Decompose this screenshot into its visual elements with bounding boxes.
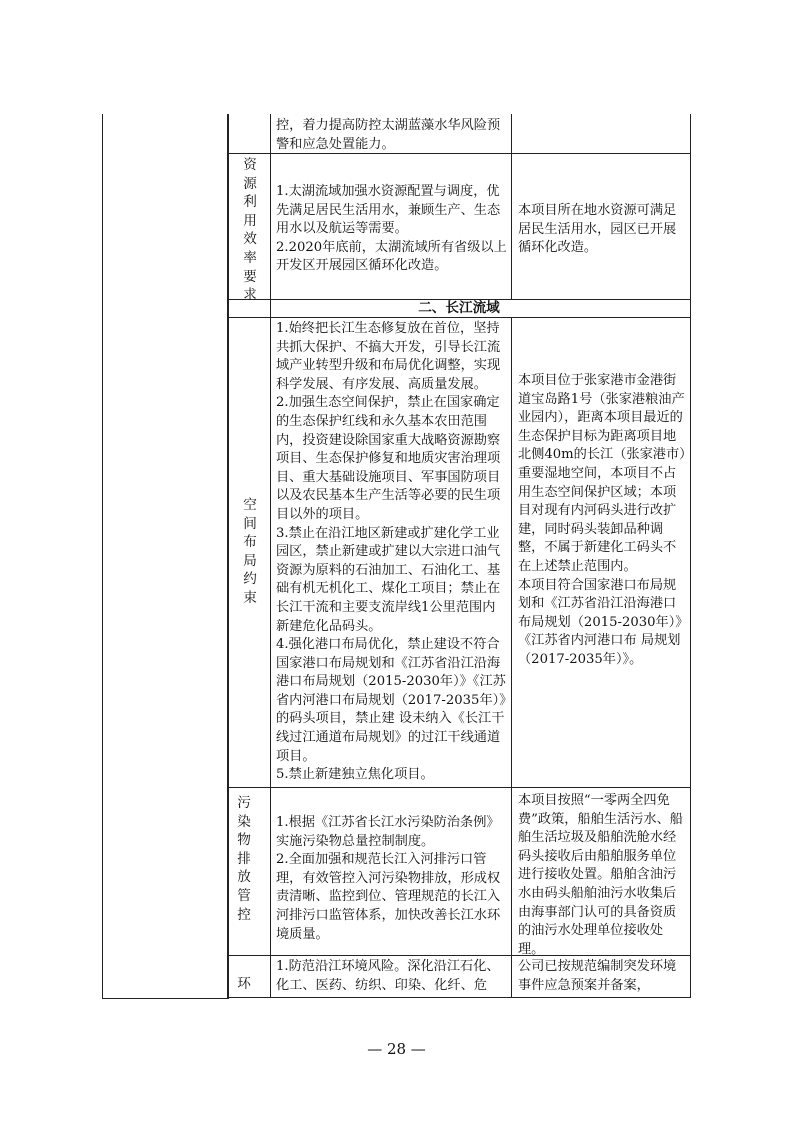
content-item: 1.根据《江苏省长江水污染防治条例》实施污染物总量控制制度。 — [276, 815, 500, 849]
label-char: 局 — [243, 552, 257, 569]
content-item: 1.防范沿江环境风险。深化沿江石化、化工、医药、纺织、印染、化纤、危 — [276, 959, 500, 993]
label-char: 束 — [243, 589, 257, 606]
resource-content — [276, 183, 508, 276]
label-char: 放 — [237, 869, 251, 886]
content-item: 2.全面加强和规范长江入河排污口管理，有效管控入河污染物排放，形成权责清晰、监控到位、管理规范的长江入河排污口监管体系，加快改善长江水环境质量。 — [276, 852, 501, 942]
left-category-column — [102, 114, 229, 999]
label-char: 管 — [237, 887, 251, 904]
label-char: 空 — [243, 497, 257, 513]
cont-content — [276, 117, 508, 154]
env-content — [276, 958, 508, 995]
label-char: 间 — [243, 515, 257, 532]
compliance-text: 本项目符合国家港口布局规划和《江苏省沿江沿海港口布局规划（2015-2030年）》《江苏省内河港口布 局规划（2017-2035年）》。 — [518, 577, 682, 667]
table-border — [227, 114, 228, 998]
content-item: 5.禁止新建独立焦化项目。 — [276, 767, 434, 783]
resource-label — [230, 156, 270, 305]
table-border — [227, 787, 691, 788]
label-char: 求 — [243, 287, 257, 304]
content-item: 3.禁止在沿江地区新建或扩建化学工业园区，禁止新建或扩建以大宗进口油气资源为原料的石油加工、石油化工、基础有机无机化工、煤化工项目；禁止在长江干流和主要支流岸线1公里范围内新建危化品码头。 — [276, 525, 501, 634]
label-char: 率 — [243, 249, 257, 266]
label-char: 物 — [237, 832, 251, 849]
label-char: 环 — [237, 976, 251, 992]
label-char: 效 — [243, 231, 257, 248]
table-border — [227, 317, 691, 318]
content-item: 4.强化港口布局优化，禁止建设不符合国家港口布局规划和《江苏省沿江沿海港口布局规划（2015-2030年）》《江苏省内河港口布局规划（2017-2035年）》的码头项目，禁止建 设未纳入《长江干线过江通道布局规划》的过江干线通道项目。 — [276, 637, 506, 764]
resource-compliance — [518, 202, 686, 258]
label-char: 约 — [243, 571, 257, 588]
compliance-text: 本项目按照“一零两全四免费”政策，船舶生活污水、船舶生活垃圾及船舶洗舱水经码头接收后由船舶服务单位进行接收处置。船舶含油污水由码头船舶油污水收集后由海事部门认可的具备资质的油污水处理单位接收处理。 — [518, 793, 683, 957]
env-compliance — [518, 958, 686, 995]
content-item: 2.加强生态空间保护，禁止在国家确定的生态保护红线和永久基本农田范围内，投资建设除国家重大战略资源勘察项目、生态保护修复和地质灾害治理项目、重大基础设施项目、军事国防项目以及农民基本生产生活等必要的民生项目以外的项目。 — [276, 395, 501, 522]
page-number: — 28 — — [367, 1040, 426, 1058]
table-border — [511, 114, 512, 299]
label-char: 染 — [237, 813, 251, 830]
label-char: 控 — [237, 906, 251, 923]
content-item: 1.太湖流域加强水资源配置与调度，优先满足居民生活用水，兼顾生产、生态用水以及航运等需要。 — [276, 184, 501, 237]
space-label — [230, 496, 270, 608]
content-item: 2.2020年底前，太湖流域所有省级以上开发区开展园区循环化改造。 — [276, 239, 507, 274]
label-char: 用 — [243, 212, 257, 229]
pollution-content — [276, 814, 508, 944]
label-char: 排 — [237, 850, 251, 867]
env-label — [230, 975, 258, 994]
table-border — [690, 114, 691, 998]
pollution-compliance — [518, 792, 686, 959]
compliance-text: 本项目所在地水资源可满足居民生活用水，园区已开展循环化改造。 — [518, 203, 677, 256]
space-compliance — [518, 372, 686, 670]
cont-content-line: 控，着力提高防控太湖蓝藻水华风险预警和应急处置能力。 — [276, 118, 501, 152]
label-char: 源 — [243, 175, 257, 192]
label-char: 利 — [243, 194, 257, 211]
space-content — [276, 320, 508, 785]
compliance-text: 公司已按规范编制突发环境事件应急预案并备案， — [518, 959, 677, 993]
label-char: 要 — [243, 268, 257, 285]
table-border — [511, 317, 512, 998]
label-char: 布 — [243, 534, 257, 551]
label-char: 资 — [243, 157, 257, 173]
section-title: 二、长江流域 — [418, 300, 500, 316]
compliance-text: 本项目位于张家港市金港街道宝岛路1号（张家港粮油产业园内），距离本项目最近的生态保护目标为距离项目地北侧40m的长江（张家港市）重要湿地空间，本项目不占用生态空间保护区域；本项目对现有内河码头进行改扩建，同时码头装卸品种调整，不属于新建化工码头不在上述禁止范围内。 — [518, 373, 686, 574]
label-char: 污 — [237, 795, 251, 811]
content-item: 1.始终把长江生态修复放在首位，坚持共抓大保护、不搞大开发，引导长江流域产业转型升级和布局优化调整，实现科学发展、有序发展、高质量发展。 — [276, 321, 501, 392]
table-border — [227, 997, 691, 998]
table-border — [270, 114, 271, 998]
pollution-label — [230, 794, 258, 924]
